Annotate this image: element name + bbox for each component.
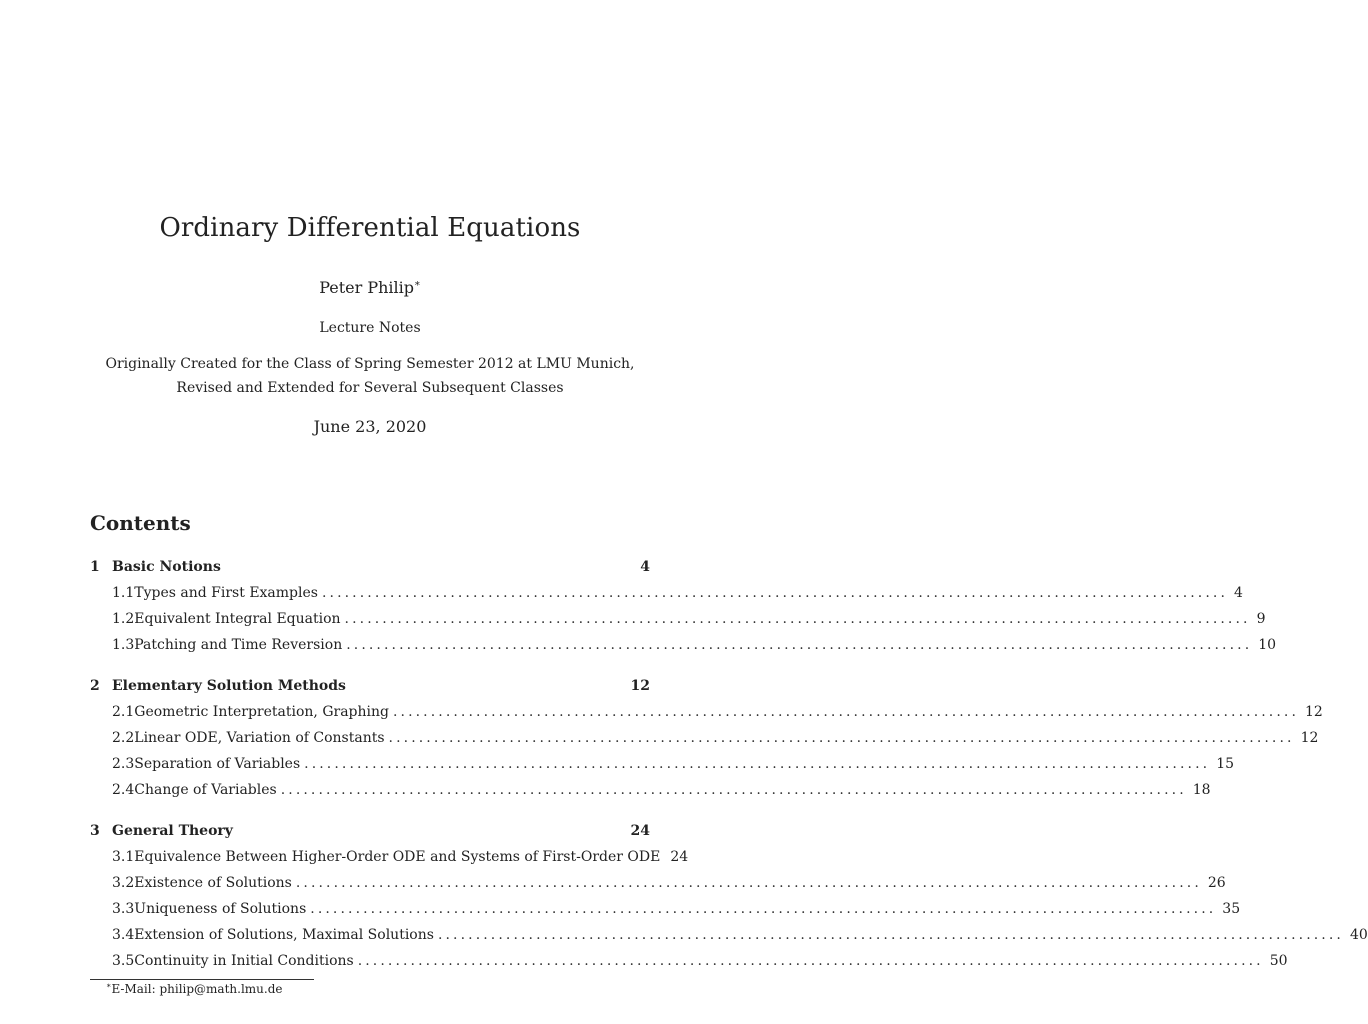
origin-line-1: Originally Created for the Class of Spring Semester 2012 at LMU Munich, xyxy=(105,356,635,372)
section-number: 3.2 xyxy=(112,875,135,891)
section-number: 2.2 xyxy=(112,730,135,746)
chapter-title: Basic Notions xyxy=(112,559,221,575)
leader-dots: ........................................................................................................................ xyxy=(357,953,1264,969)
section-page: 24 xyxy=(670,849,689,865)
footnote-mark: ∗ xyxy=(106,981,112,990)
footnote-rule xyxy=(90,979,314,980)
toc-section[interactable] xyxy=(90,922,1368,948)
chapter-title: Elementary Solution Methods xyxy=(112,678,346,694)
toc-section[interactable] xyxy=(90,896,1241,922)
section-title: Patching and Time Reversion xyxy=(134,637,343,653)
toc-chapter[interactable] xyxy=(90,673,650,699)
leader-dots: ........................................................................................................................ xyxy=(344,611,1251,627)
section-page: 4 xyxy=(1234,585,1243,601)
section-title: Separation of Variables xyxy=(134,756,301,772)
section-page: 15 xyxy=(1216,756,1235,772)
footnote xyxy=(106,982,283,996)
leader-dots: ........................................................................................................................ xyxy=(437,927,1344,943)
toc-section[interactable] xyxy=(90,725,1319,751)
toc-section[interactable] xyxy=(90,844,689,870)
section-page: 40 xyxy=(1349,927,1368,943)
section-page: 50 xyxy=(1269,953,1288,969)
toc-section[interactable] xyxy=(90,870,1226,896)
leader-dots: ........................................................................................................................ xyxy=(295,875,1202,891)
section-title: Equivalent Integral Equation xyxy=(134,611,341,627)
section-number: 3.4 xyxy=(112,927,135,943)
origin-note xyxy=(0,352,740,400)
section-title: Existence of Solutions xyxy=(134,875,292,891)
section-title: Change of Variables xyxy=(134,782,277,798)
footnote-text: E-Mail: philip@math.lmu.de xyxy=(111,982,283,996)
chapter-title: General Theory xyxy=(112,823,233,839)
toc-section[interactable] xyxy=(90,777,1211,803)
section-page: 9 xyxy=(1256,611,1266,627)
section-number: 1.1 xyxy=(112,585,135,601)
author-footnote-mark[interactable]: ∗ xyxy=(414,278,421,290)
subtitle: Lecture Notes xyxy=(319,320,421,336)
leader-dots: ........................................................................................................................ xyxy=(346,637,1253,653)
section-page: 12 xyxy=(1300,730,1319,746)
chapter-number: 2 xyxy=(90,678,100,694)
toc-section[interactable] xyxy=(90,632,1277,658)
chapter-page: 12 xyxy=(630,678,650,694)
section-number: 2.1 xyxy=(112,704,135,720)
section-title: Uniqueness of Solutions xyxy=(134,901,307,917)
section-number: 2.4 xyxy=(112,782,135,798)
section-title: Extension of Solutions, Maximal Solutions xyxy=(134,927,434,943)
section-title: Types and First Examples xyxy=(134,585,318,601)
section-number: 1.3 xyxy=(112,637,135,653)
section-title: Geometric Interpretation, Graphing xyxy=(134,704,389,720)
leader-dots: ........................................................................................................................ xyxy=(304,756,1211,772)
section-number: 2.3 xyxy=(112,756,135,772)
document-date: June 23, 2020 xyxy=(313,417,427,436)
section-page: 26 xyxy=(1207,875,1226,891)
contents-heading: Contents xyxy=(90,511,191,535)
author-name: Peter Philip xyxy=(319,278,414,297)
leader-dots: ........................................................................................................................ xyxy=(392,704,1300,720)
document-title: Ordinary Differential Equations xyxy=(159,213,581,243)
leader-dots: ........................................................................................................................ xyxy=(321,585,1228,601)
section-title: Linear ODE, Variation of Constants xyxy=(134,730,385,746)
section-page: 35 xyxy=(1222,901,1241,917)
section-number: 3.3 xyxy=(112,901,135,917)
leader-dots: ........................................................................................................................ xyxy=(388,730,1295,746)
toc-section[interactable] xyxy=(90,751,1235,777)
chapter-page: 24 xyxy=(630,823,650,839)
leader-dots: ........................................................................................................................ xyxy=(280,782,1187,798)
section-title: Equivalence Between Higher-Order ODE and Systems of First-Order ODE xyxy=(134,849,661,865)
author xyxy=(0,278,740,297)
section-page: 18 xyxy=(1192,782,1211,798)
section-number: 1.2 xyxy=(112,611,135,627)
section-page: 12 xyxy=(1305,704,1323,720)
origin-line-2: Revised and Extended for Several Subsequent Classes xyxy=(176,380,564,396)
leader-dots: ........................................................................................................................ xyxy=(310,901,1217,917)
section-number: 3.1 xyxy=(112,849,135,865)
table-of-contents xyxy=(90,554,1368,974)
chapter-number: 3 xyxy=(90,823,100,839)
toc-section[interactable] xyxy=(90,606,1266,632)
toc-section[interactable] xyxy=(90,948,1288,974)
section-title: Continuity in Initial Conditions xyxy=(134,953,354,969)
toc-chapter[interactable] xyxy=(90,818,650,844)
toc-section[interactable] xyxy=(90,580,1243,606)
section-page: 10 xyxy=(1258,637,1277,653)
section-number: 3.5 xyxy=(112,953,135,969)
toc-chapter[interactable] xyxy=(90,554,650,580)
toc-section[interactable] xyxy=(90,699,1323,725)
chapter-number: 1 xyxy=(90,559,100,575)
chapter-page: 4 xyxy=(640,559,650,575)
